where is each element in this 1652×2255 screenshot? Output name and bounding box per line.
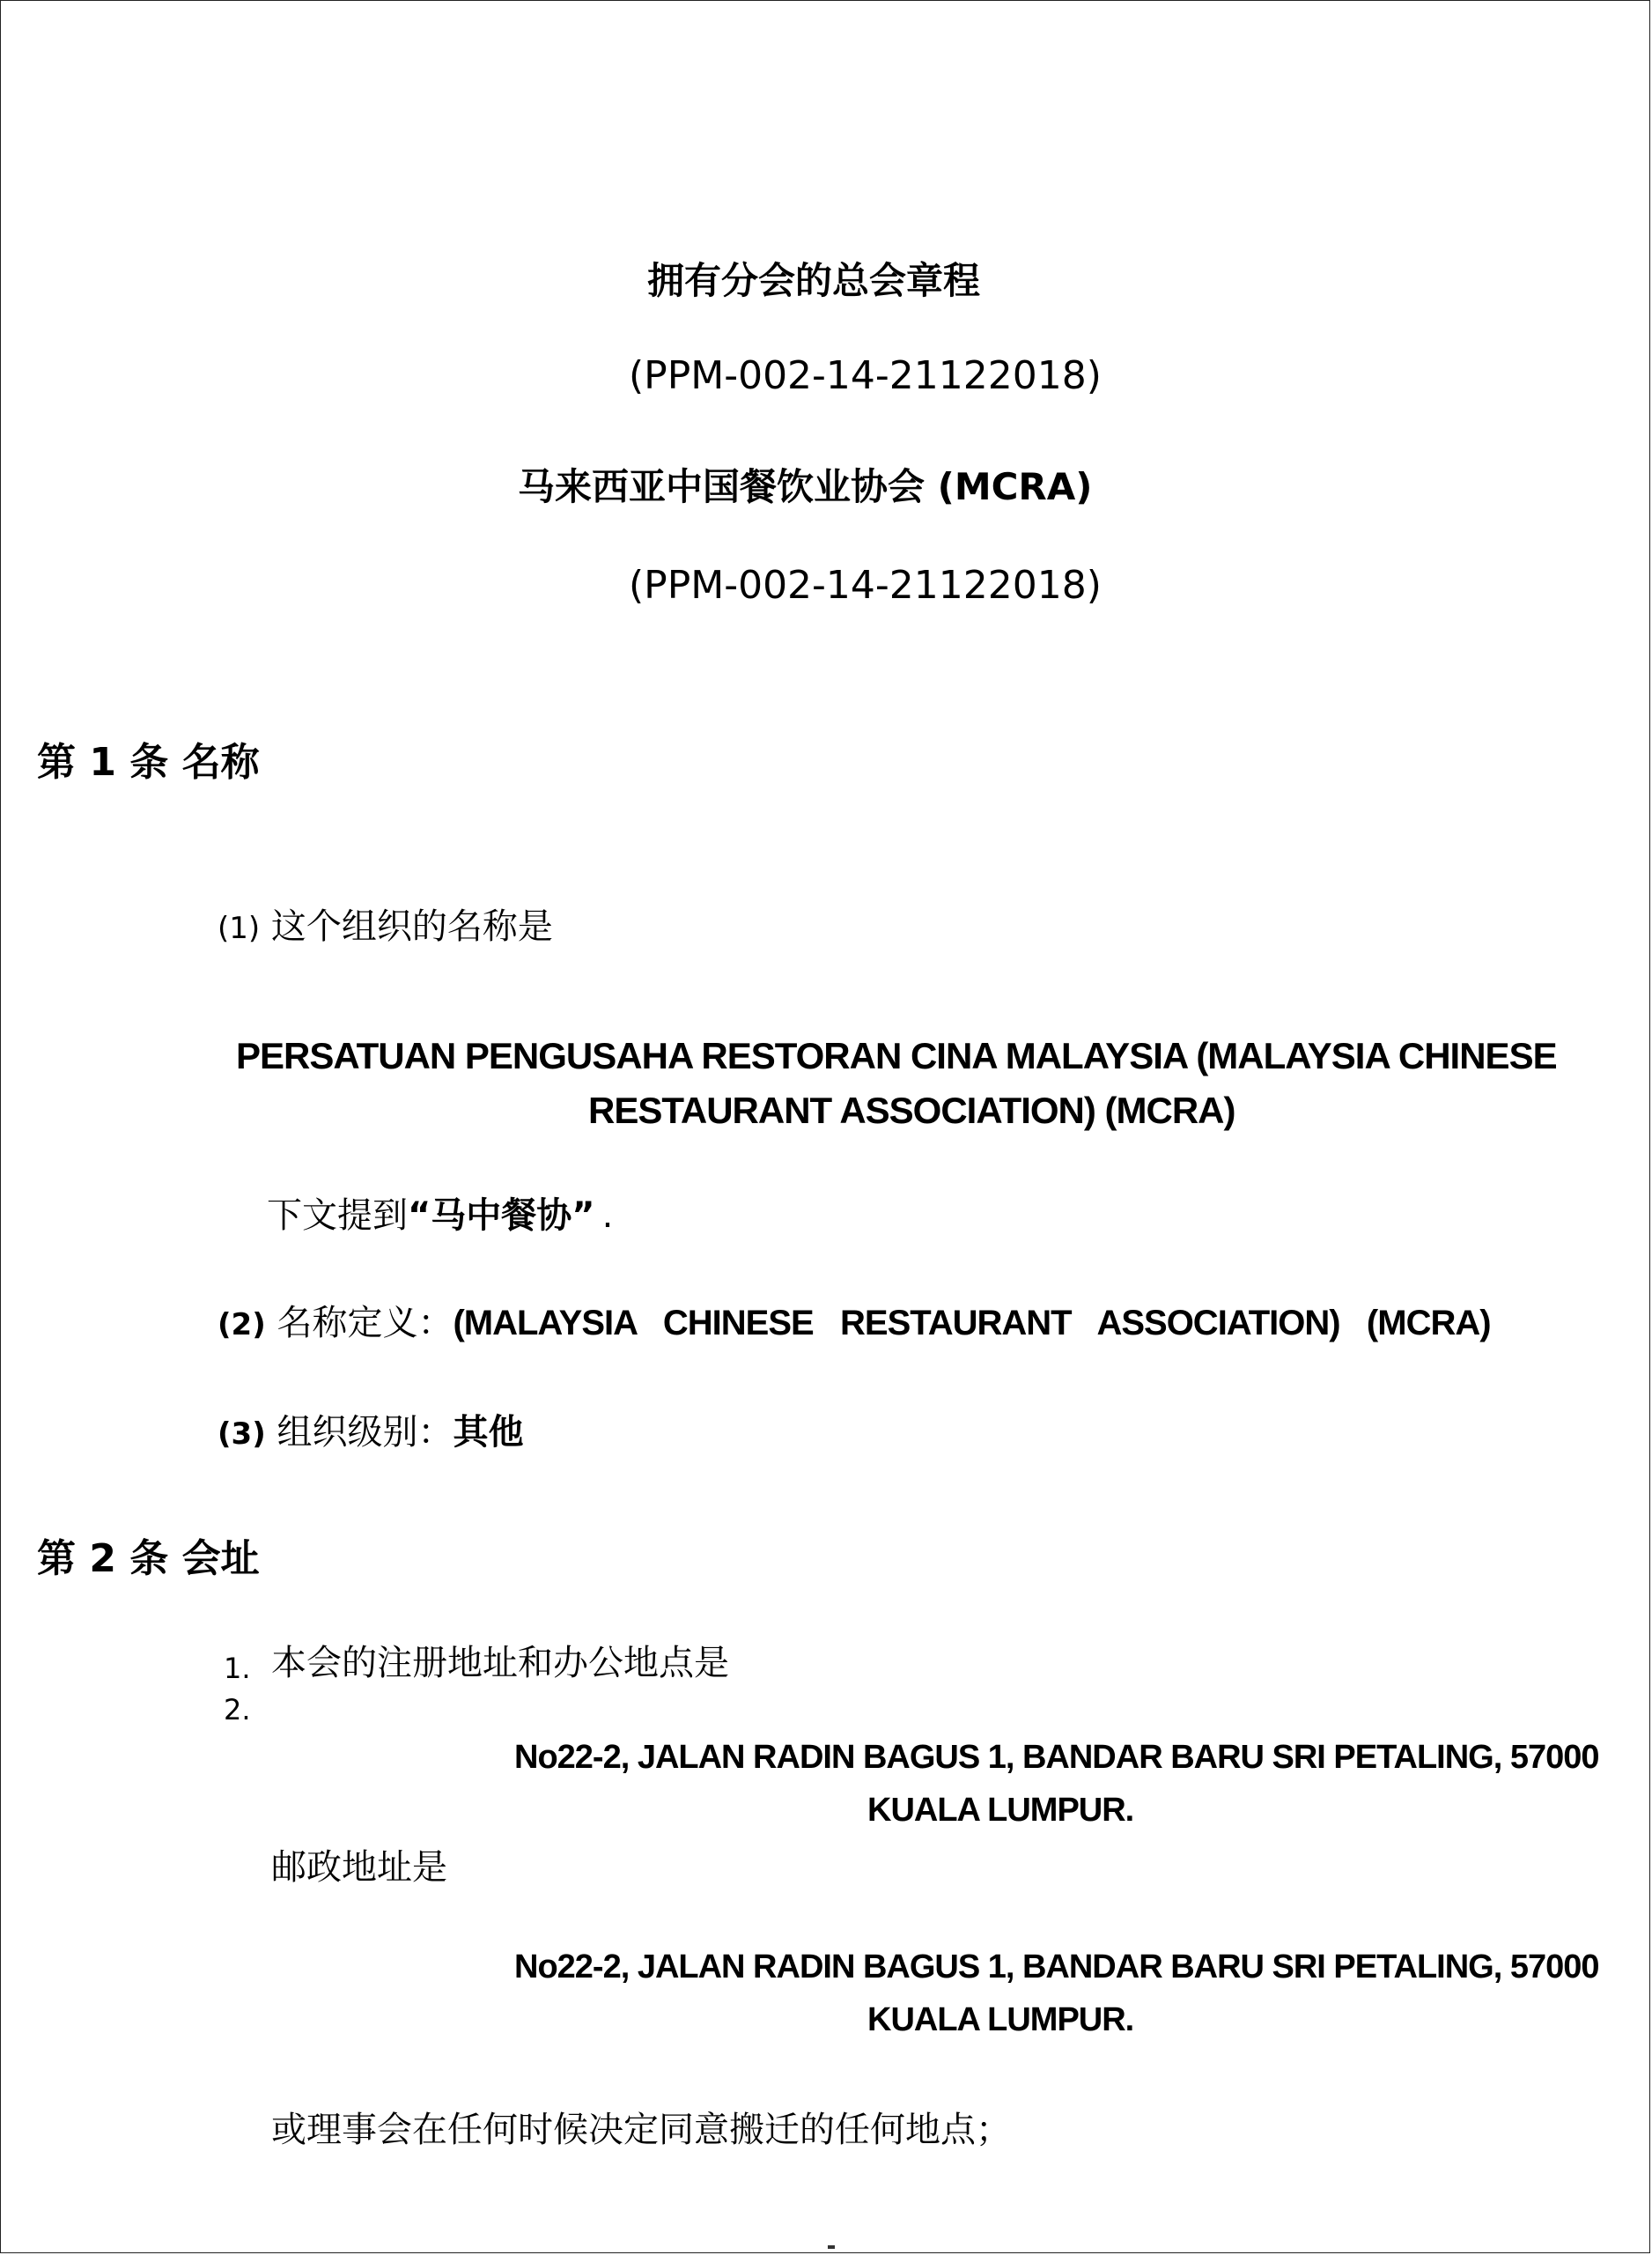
full-name-line-2: RESTAURANT ASSOCIATION) (MCRA) [588, 1090, 1235, 1131]
item-text: 这个组织的名称是 [270, 906, 553, 947]
list-number-1: 1. [224, 1652, 251, 1685]
document-code: (PPM-002-14-21122018) [629, 353, 1102, 398]
item-label: 名称定义： [277, 1303, 454, 1343]
organization-title: 马来西亚中国餐饮业协会 (MCRA) [518, 465, 1093, 508]
full-name-line-1: PERSATUAN PENGUSAHA RESTORAN CINA MALAYSIA (MALAYSIA CHINESE [236, 1035, 1557, 1076]
item-number: (1) [218, 911, 261, 946]
item-number: (2) [218, 1307, 266, 1342]
list-number-2: 2. [224, 1693, 251, 1726]
organization-level: 其他 [453, 1412, 524, 1453]
article-1-item-3 [218, 1412, 524, 1453]
document-title: 拥有分会的总会章程 [647, 259, 981, 302]
name-definition: (MALAYSIA CHINESE RESTAURANT ASSOCIATION) (MCRA) [453, 1304, 1491, 1342]
organization-code: (PPM-002-14-21122018) [629, 563, 1102, 608]
article-1-item-2 [218, 1305, 1491, 1341]
registered-address-label: 本会的注册地址和办公地点是 [271, 1643, 729, 1683]
page-mark [828, 2245, 835, 2249]
item-label: 组织级别： [277, 1412, 454, 1453]
item-number: (3) [218, 1416, 266, 1452]
postal-address-line-1: No22-2, JALAN RADIN BAGUS 1, BANDAR BARU SRI PETALING, 57000 [514, 1948, 1599, 1985]
postal-address-line-2: KUALA LUMPUR. [867, 2001, 1134, 2038]
article-1-heading: 第 1 条 名称 [37, 740, 260, 785]
postal-address-label: 邮政地址是 [271, 1847, 447, 1888]
article-2-heading: 第 2 条 会址 [37, 1536, 260, 1581]
registered-address-line-2: KUALA LUMPUR. [867, 1792, 1134, 1829]
registered-address-line-1: No22-2, JALAN RADIN BAGUS 1, BANDAR BARU SRI PETALING, 57000 [514, 1739, 1599, 1776]
article-1-item-1 [218, 906, 553, 947]
relocation-text: 或理事会在任何时候决定同意搬迁的任何地点； [271, 2110, 1011, 2150]
hereinafter-suffix: . [601, 1195, 614, 1236]
hereinafter-prefix: 下文提到 [267, 1195, 408, 1236]
hereinafter-line [267, 1195, 614, 1236]
short-name: “马中餐协” [408, 1195, 595, 1236]
